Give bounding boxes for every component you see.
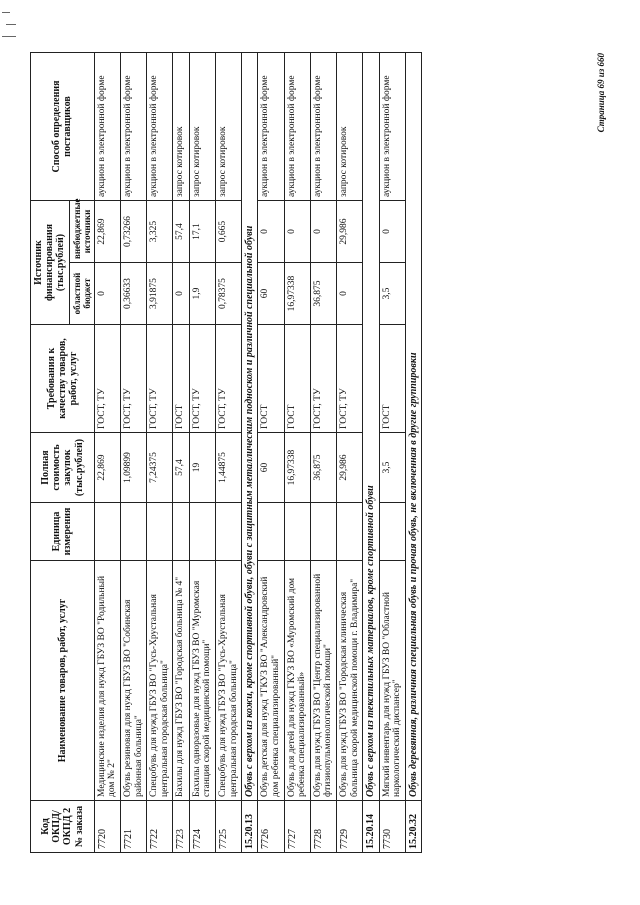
cell-requirements: ГОСТ, ТУ xyxy=(120,325,146,433)
group-title: Обувь с верхом из кожи, кроме спортивной обуви, обуви с защитным металлическим подноском и различной специальной обуви xyxy=(242,53,258,801)
cell-requirements: ГОСТ, ТУ xyxy=(337,325,363,433)
cell-requirements: ГОСТ, ТУ xyxy=(310,325,336,433)
cell-order-number: 7724 xyxy=(189,801,215,853)
cell-regional-budget: 0 xyxy=(173,263,189,325)
cell-item-name: Спецобувь для нужд ГБУЗ ВО "Гусь-Хрустальная центральная городская больница" xyxy=(147,561,173,801)
cell-order-number: 7720 xyxy=(94,801,120,853)
cell-offbudget: 3,325 xyxy=(147,201,173,263)
group-title: Обувь деревянная, различная специальная обувь и прочая обувь, не включенная в другие группировки xyxy=(405,53,421,801)
cell-supplier-method: аукцион в электронной форме xyxy=(379,53,405,201)
cell-requirements: ГОСТ, ТУ xyxy=(215,325,241,433)
cell-offbudget: 29,986 xyxy=(337,201,363,263)
cell-regional-budget: 3,5 xyxy=(379,263,405,325)
cell-item-name: Обувь для нужд ГБУЗ ВО "Центр специализированной фтизиопульмонологической помощи" xyxy=(310,561,336,801)
cell-regional-budget: 3,91875 xyxy=(147,263,173,325)
header-method: Способ определения поставщиков xyxy=(31,53,95,201)
cell-regional-budget: 16,97338 xyxy=(284,263,310,325)
cell-requirements: ГОСТ xyxy=(173,325,189,433)
cell-item-name: Обувь для нужд ГБУЗ ВО "Городская клиническая больница скорой медицинской помощи г. Владимира" xyxy=(337,561,363,801)
header-requirements: Требования к качеству товаров, работ, услуг xyxy=(31,325,95,433)
cell-item-name: Бахилы одноразовые для нужд ГБУЗ ВО "Муромская станция скорой медицинской помощи" xyxy=(189,561,215,801)
cell-order-number: 7721 xyxy=(120,801,146,853)
cell-full-cost: 60 xyxy=(258,433,284,503)
cell-requirements: ГОСТ xyxy=(284,325,310,433)
header-unit: Единица измерения xyxy=(31,503,95,561)
cell-offbudget: 17,1 xyxy=(189,201,215,263)
cell-requirements: ГОСТ xyxy=(379,325,405,433)
header-funding-regional: областной бюджет xyxy=(69,263,94,325)
cell-full-cost: 29,986 xyxy=(337,433,363,503)
cell-order-number: 7723 xyxy=(173,801,189,853)
cell-item-name: Обувь резиновая для нужд ГБУЗ ВО "Собинская районная больница" xyxy=(120,561,146,801)
cell-full-cost: 19 xyxy=(189,433,215,503)
header-name: Наименование товаров, работ, услуг xyxy=(31,561,95,801)
cell-item-name: Обувь для детей для нужд ГКУЗ ВО «Муромский дом ребенка специализированный» xyxy=(284,561,310,801)
cell-offbudget: 22,869 xyxy=(94,201,120,263)
scan-mark xyxy=(6,24,16,25)
cell-supplier-method: аукцион в электронной форме xyxy=(258,53,284,201)
cell-order-number: 7727 xyxy=(284,801,310,853)
cell-supplier-method: аукцион в электронной форме xyxy=(310,53,336,201)
cell-offbudget: 0 xyxy=(379,201,405,263)
cell-offbudget: 57,4 xyxy=(173,201,189,263)
scan-mark xyxy=(2,36,16,37)
cell-item-name: Мягкий инвентарь для нужд ГБУЗ ВО "Областной наркологический диспансер" xyxy=(379,561,405,801)
cell-order-number: 7730 xyxy=(379,801,405,853)
cell-order-number: 7728 xyxy=(310,801,336,853)
cell-regional-budget: 60 xyxy=(258,263,284,325)
cell-offbudget: 0 xyxy=(310,201,336,263)
cell-supplier-method: аукцион в электронной форме xyxy=(284,53,310,201)
cell-requirements: ГОСТ, ТУ xyxy=(147,325,173,433)
cell-order-number: 7729 xyxy=(337,801,363,853)
cell-regional-budget: 0,78375 xyxy=(215,263,241,325)
cell-item-name: Медицинские изделия для нужд ГБУЗ ВО "Родильный дом № 2" xyxy=(94,561,120,801)
scan-mark xyxy=(2,12,10,13)
cell-order-number: 7722 xyxy=(147,801,173,853)
header-code: Код ОКПД/ ОКПД 2 № заказа xyxy=(31,801,95,853)
cell-full-cost: 7,24375 xyxy=(147,433,173,503)
cell-supplier-method: аукцион в электронной форме xyxy=(147,53,173,201)
cell-supplier-method: аукцион в электронной форме xyxy=(94,53,120,201)
header-funding: Источник финансирования (тыс.рублей) xyxy=(31,201,70,325)
cell-full-cost: 36,875 xyxy=(310,433,336,503)
cell-item-name: Бахилы для нужд ГБУЗ ВО "Городская больница № 4" xyxy=(173,561,189,801)
cell-full-cost: 16,97338 xyxy=(284,433,310,503)
header-funding-offbudget: внебюджетные источники xyxy=(69,201,94,263)
cell-supplier-method: запрос котировок xyxy=(215,53,241,201)
cell-regional-budget: 0,36633 xyxy=(120,263,146,325)
cell-item-name: Обувь детская для нужд "ГКУЗ ВО "Александровский дом ребенка специализированный" xyxy=(258,561,284,801)
cell-regional-budget: 0 xyxy=(337,263,363,325)
cell-full-cost: 1,44875 xyxy=(215,433,241,503)
group-title: Обувь с верхом из текстильных материалов, кроме спортивной обуви xyxy=(363,53,379,801)
page-number: Страница 69 из 660 xyxy=(596,53,606,133)
cell-full-cost: 57,4 xyxy=(173,433,189,503)
cell-full-cost: 1,09899 xyxy=(120,433,146,503)
cell-offbudget: 0 xyxy=(258,201,284,263)
cell-item-name: Спецобувь для нужд ГБУЗ ВО "Гусь-Хрустальная центральная городская больница" xyxy=(215,561,241,801)
cell-offbudget: 0,665 xyxy=(215,201,241,263)
cell-supplier-method: аукцион в электронной форме xyxy=(120,53,146,201)
cell-full-cost: 3,5 xyxy=(379,433,405,503)
cell-requirements: ГОСТ, ТУ xyxy=(189,325,215,433)
cell-regional-budget: 36,875 xyxy=(310,263,336,325)
cell-order-number: 7725 xyxy=(215,801,241,853)
cell-supplier-method: запрос котировок xyxy=(189,53,215,201)
group-code: 15.20.32 xyxy=(405,801,421,853)
cell-requirements: ГОСТ xyxy=(258,325,284,433)
cell-offbudget: 0 xyxy=(284,201,310,263)
cell-requirements: ГОСТ, ТУ xyxy=(94,325,120,433)
cell-full-cost: 22,869 xyxy=(94,433,120,503)
cell-offbudget: 0,73266 xyxy=(120,201,146,263)
header-full-cost: Полная стоимость закупок (тыс.рублей) xyxy=(31,433,95,503)
cell-order-number: 7726 xyxy=(258,801,284,853)
cell-regional-budget: 1,9 xyxy=(189,263,215,325)
group-code: 15.20.14 xyxy=(363,801,379,853)
group-code: 15.20.13 xyxy=(242,801,258,853)
cell-supplier-method: запрос котировок xyxy=(337,53,363,201)
cell-regional-budget: 0 xyxy=(94,263,120,325)
cell-supplier-method: запрос котировок xyxy=(173,53,189,201)
